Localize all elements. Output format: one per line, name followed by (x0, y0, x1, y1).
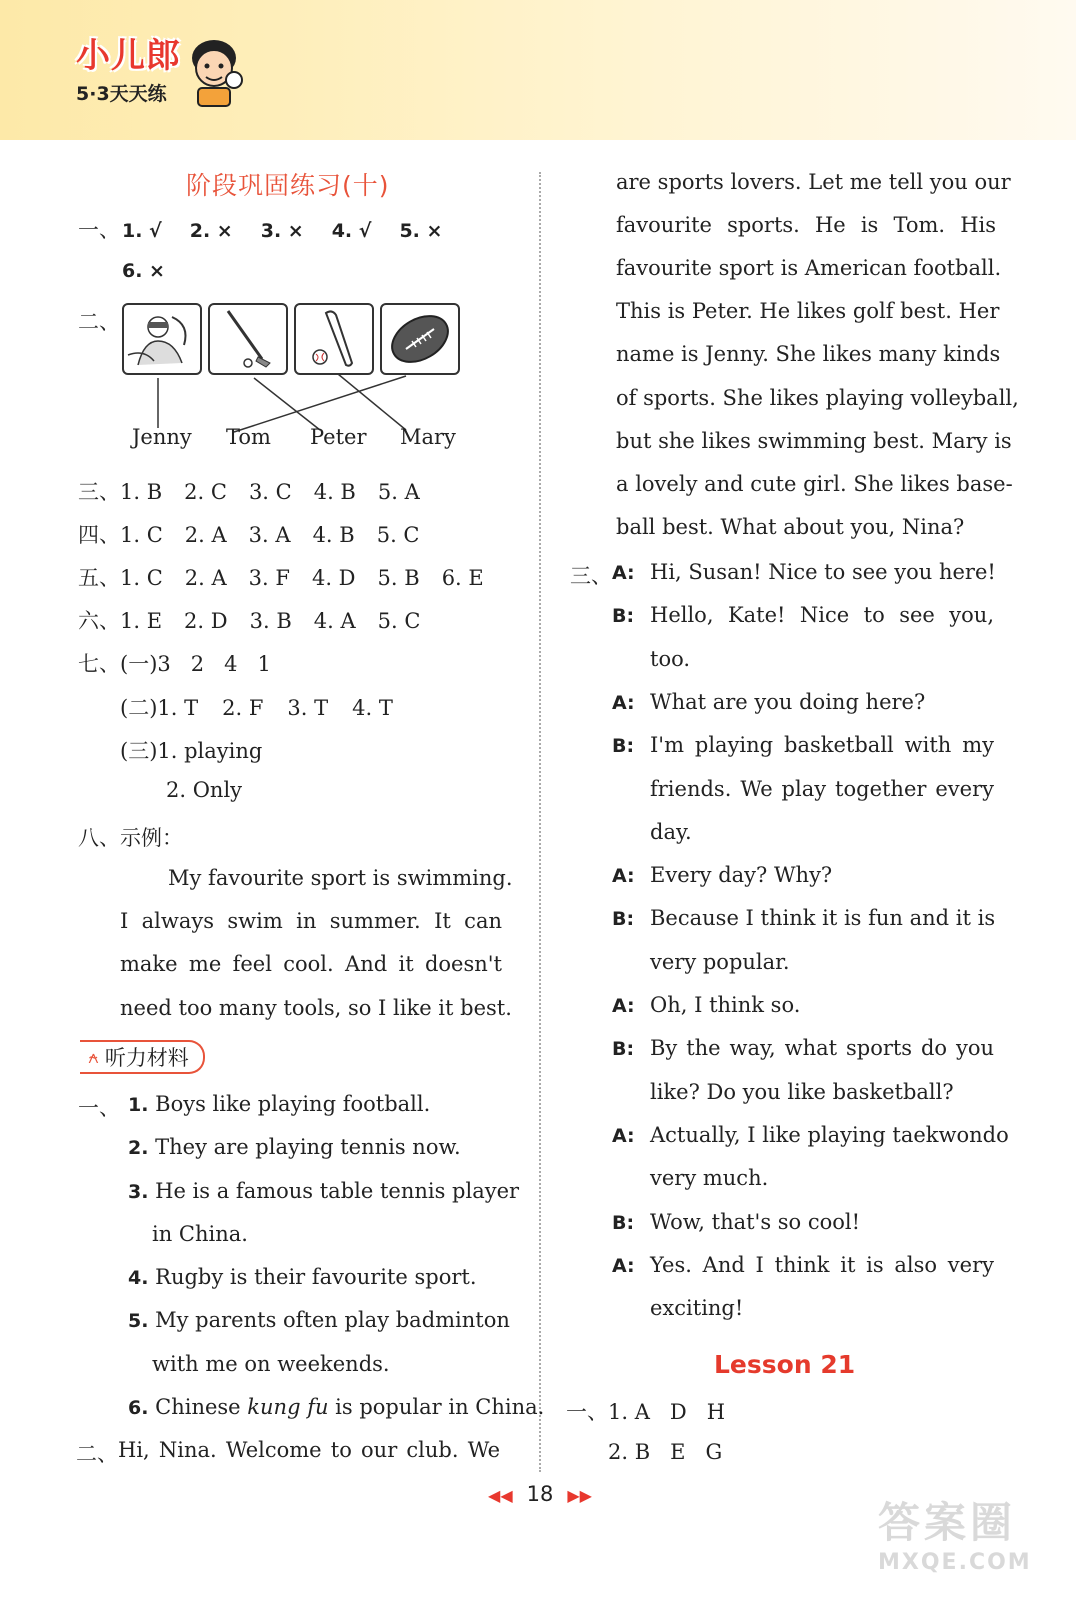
q3-item: 5. A (377, 480, 420, 504)
listening-item-text: He is a famous table tennis player (155, 1179, 520, 1203)
q1-item: 4. √ (331, 220, 372, 242)
left-arrows-icon: ◀◀ (488, 1486, 513, 1505)
passage-line (616, 213, 996, 237)
dialogue-line (650, 1210, 994, 1234)
q7-sub3-label: (三) (120, 739, 158, 763)
dialogue-line-text: I'm playing basketball with my (650, 733, 994, 758)
dialogue-line-text: Every day? Why? (650, 863, 833, 888)
speaker-label: B: (612, 735, 635, 758)
listening-item (128, 1308, 510, 1332)
listening-badge-label: 听力材料 (104, 1046, 189, 1070)
q8-line (120, 996, 512, 1020)
q6-item: 5. C (377, 609, 421, 633)
q5-item: 4. D (311, 566, 356, 590)
listening-item (128, 1092, 430, 1116)
q5-answers (78, 562, 484, 592)
speaker-label: B: (612, 908, 635, 931)
passage-line-text: are sports lovers. Let me tell you our (616, 170, 1011, 194)
listening-q1-label-text: 一、 (78, 1096, 120, 1120)
name-label: Tom (226, 425, 271, 449)
passage-line-text: name is Jenny. She likes many kinds (616, 342, 1001, 366)
listening-item-cont: in China. (152, 1222, 248, 1246)
dialogue-line-text: Hello, Kate! Nice to see you, (650, 603, 994, 628)
dialogue-line (650, 1166, 994, 1190)
dialogue-line (650, 560, 994, 584)
right-arrows-icon: ▶▶ (567, 1486, 592, 1505)
dialogue-line-text: friends. We play together every (650, 776, 994, 801)
q7-sub2-item: 1. T (157, 696, 199, 720)
lesson-q1-line1 (566, 1396, 725, 1426)
listening-item-num: 4. (128, 1267, 149, 1289)
q7-sub3 (120, 735, 262, 765)
q5-label: 五、 (78, 566, 120, 590)
q8-line (168, 866, 513, 890)
dialogue-line-text: exciting! (650, 1296, 744, 1321)
passage-line-text: of sports. She likes playing volleyball, (616, 386, 1019, 410)
dialogue-line (650, 1296, 994, 1320)
q6-answers (78, 605, 420, 635)
q6-item: 1. E (120, 609, 163, 633)
passage-line-text: a lovely and cute girl. She likes base- (616, 472, 1013, 496)
dialogue-line-text: like? Do you like basketball? (650, 1079, 954, 1104)
q1-item: 1. √ (122, 220, 162, 242)
dialogue-line (650, 733, 994, 757)
dialogue-line (650, 820, 994, 844)
q3-item: 3. C (248, 480, 292, 504)
dialogue-line-text: Because I think it is fun and it is (650, 906, 996, 931)
q4-item: 2. A (184, 523, 227, 547)
listening-q2-line (76, 1438, 118, 1468)
q8-line (120, 909, 502, 933)
watermark-big: 答案圈 (878, 1498, 1017, 1547)
watermark (878, 1490, 1032, 1575)
dialogue-line (650, 1253, 994, 1277)
q7-sub3-item: 1. playing (157, 739, 263, 763)
lesson-q1-line2: 2. B E G (608, 1440, 723, 1464)
listening-item (128, 1179, 519, 1203)
listening-item-num: 2. (128, 1137, 149, 1159)
listening-q1-label (78, 1092, 120, 1122)
dialogue-line-text: Wow, that's so cool! (650, 1209, 861, 1234)
dialogue-line (650, 863, 994, 887)
watermark-small: MXQE.COM (878, 1550, 1032, 1575)
listening-item (128, 1265, 477, 1289)
dialogue-line (650, 603, 994, 627)
q4-answers (78, 519, 420, 549)
q7-sub2-item: 3. T (287, 696, 329, 720)
q4-item: 1. C (120, 523, 163, 547)
dialogue-q3-label (570, 560, 612, 590)
q7-sub3-item: 2. Only (166, 778, 243, 802)
q8-line-text: need too many tools, so I like it best. (120, 996, 512, 1020)
q7-sub2-item: 4. T (352, 696, 393, 720)
page-footer (460, 1482, 620, 1506)
q7-sub1-text: (一)3 2 4 1 (120, 652, 271, 676)
speaker-label: B: (612, 1211, 635, 1234)
passage-line (616, 472, 1013, 496)
speaker-label: B: (612, 1038, 635, 1061)
q4-item: 5. C (376, 523, 420, 547)
dialogue-line-text: day. (650, 819, 692, 844)
listening-item (128, 1395, 544, 1419)
q4-item: 3. A (248, 523, 291, 547)
passage-line-text: This is Peter. He likes golf best. Her (616, 299, 1000, 323)
name-label: Mary (400, 425, 456, 449)
speaker-label: B: (612, 605, 635, 628)
listening-item-text: Chinese (155, 1395, 248, 1419)
section-title: 阶段巩固练习(十) (186, 171, 390, 200)
q3-label: 三、 (78, 480, 120, 504)
q7-sub2-item: 2. F (222, 696, 264, 720)
headphones-icon: ⍲ (88, 1046, 99, 1068)
match-lines (0, 0, 520, 440)
listening-item-text: is popular in China. (328, 1395, 545, 1419)
q2-label-text: 二、 (78, 310, 120, 334)
q5-item: 5. B (377, 566, 420, 590)
q3-item: 2. C (184, 480, 227, 504)
q1-item: 6. × (122, 260, 165, 282)
dialogue-line (650, 906, 994, 930)
speaker-label: A: (612, 1254, 635, 1277)
dialogue-line (650, 1036, 994, 1060)
dialogue-line-text: too. (650, 646, 691, 671)
q7-sub3-cont (166, 778, 242, 802)
logo-main-text: 小儿郎 (76, 36, 181, 76)
listening-item-text: Boys like playing football. (155, 1092, 431, 1116)
listening-item-text: They are playing tennis now. (155, 1135, 461, 1159)
listening-item-italic: kung fu (247, 1395, 329, 1419)
speaker-label: A: (612, 995, 635, 1017)
listening-item-num: 3. (128, 1181, 149, 1203)
q4-label: 四、 (78, 523, 120, 547)
name-label: Peter (310, 425, 367, 449)
dialogue-line-text: Oh, I think so. (650, 993, 801, 1017)
listening-badge (80, 1040, 205, 1074)
passage-line (616, 170, 1011, 194)
speaker-label: A: (612, 562, 635, 584)
speaker-label: A: (612, 691, 635, 714)
q1-label: 一、 (78, 218, 120, 242)
q5-item: 1. C (120, 566, 163, 590)
q1-item: 2. × (189, 220, 233, 242)
listening-item-num: 6. (128, 1397, 149, 1419)
listening-item-num: 1. (128, 1094, 149, 1116)
q8-line-text: My favourite sport is swimming. (168, 866, 513, 890)
dialogue-line (650, 1080, 994, 1104)
q3-answers (78, 476, 420, 506)
passage-line (616, 386, 1019, 410)
q6-item: 2. D (184, 609, 228, 633)
passage-line (616, 429, 1012, 453)
dialogue-line (650, 690, 994, 714)
passage-line (616, 256, 1002, 280)
dialogue-line-text: What are you doing here? (650, 689, 926, 714)
q7-label: 七、 (78, 652, 120, 676)
q8-label: 八、示例： (78, 826, 183, 850)
q8-line (120, 952, 502, 976)
dialogue-line-text: Actually, I like playing taekwondo (650, 1122, 1009, 1147)
speaker-label: A: (612, 1124, 635, 1147)
q8-line-text: make me feel cool. And it doesn't (120, 952, 502, 976)
q5-item: 6. E (441, 566, 484, 590)
q8-line-text: I always swim in summer. It can (120, 909, 502, 933)
dialogue-line (650, 993, 994, 1017)
dialogue-line (650, 647, 994, 671)
name-label: Jenny (132, 425, 192, 449)
speaker-label: A: (612, 865, 635, 888)
q6-item: 3. B (249, 609, 292, 633)
lesson-q1-line1-text: 1. A D H (608, 1400, 726, 1424)
page-number: 18 (526, 1482, 554, 1506)
listening-q2-first-text: Hi, Nina. Welcome to our club. We (118, 1438, 500, 1462)
dialogue-line-text: By the way, what sports do you (650, 1036, 994, 1061)
passage-line-text: but she likes swimming best. Mary is (616, 429, 1012, 453)
q7-sub1 (78, 648, 271, 678)
listening-item-num: 5. (128, 1310, 149, 1332)
listening-item-text: Rugby is their favourite sport. (155, 1265, 477, 1289)
dialogue-line (650, 1122, 1009, 1147)
passage-line (616, 515, 996, 539)
dialogue-line-text: Hi, Susan! Nice to see you here! (650, 560, 996, 584)
logo-sub-text: 5·3天天练 (76, 83, 167, 105)
lesson-q1-label: 一、 (566, 1400, 608, 1424)
passage-line-text: favourite sport is American football. (616, 256, 1002, 280)
dialogue-line-text: Yes. And I think it is also very (650, 1252, 994, 1277)
q6-item: 4. A (313, 609, 356, 633)
lesson-title: Lesson 21 (714, 1350, 856, 1379)
dialogue-line-text: very much. (650, 1166, 769, 1191)
q4-item: 4. B (312, 523, 355, 547)
dialogue-line-text: very popular. (650, 949, 790, 974)
listening-q2-first (118, 1438, 500, 1462)
listening-item-cont: with me on weekends. (152, 1352, 390, 1376)
q1-item: 5. × (399, 220, 443, 242)
column-divider (539, 172, 541, 1472)
q1-item: 3. × (260, 220, 304, 242)
q3-item: 4. B (313, 480, 356, 504)
listening-item (128, 1135, 461, 1159)
q5-item: 3. F (248, 566, 290, 590)
passage-line-text: ball best. What about you, Nina? (616, 515, 965, 539)
passage-line-text: favourite sports. He is Tom. His (616, 213, 996, 237)
q7-sub2 (120, 692, 393, 722)
q3-item: 1. B (120, 480, 163, 504)
listening-q2-label: 二、 (76, 1442, 118, 1466)
passage-line (616, 342, 1001, 366)
dialogue-line (650, 777, 994, 801)
passage-line (616, 299, 1000, 323)
dialogue-q3-label-text: 三、 (570, 564, 612, 588)
q7-sub2-label: (二) (120, 696, 158, 720)
q5-item: 2. A (184, 566, 227, 590)
listening-item-text: My parents often play badminton (155, 1308, 510, 1332)
q6-label: 六、 (78, 609, 120, 633)
dialogue-line (650, 950, 994, 974)
